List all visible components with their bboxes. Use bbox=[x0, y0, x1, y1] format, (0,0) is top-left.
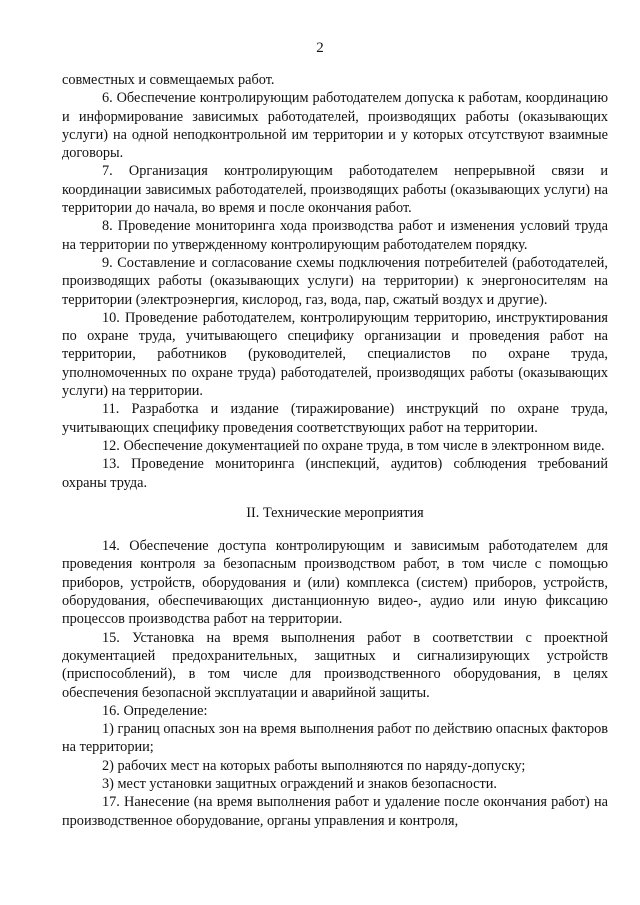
paragraph-continuation: совместных и совмещаемых работ. bbox=[62, 72, 275, 88]
paragraph-item-12: 12. Обеспечение документацией по охране труда, в том числе в электронном виде. bbox=[102, 437, 605, 454]
paragraph-item-10: 10. Проведение работодателем, контролирующим территорию, инструктирования по охране труда, учитывающего специфику организации и проведения работ на территории, работников (руководителей, специалистов по охране труда, уполномоченных по охране труда) работодателей, производящих работы (оказывающих услуги) на территории. bbox=[62, 309, 608, 400]
paragraph-item-17: 17. Нанесение (на время выполнения работ и удаление после окончания работ) на производственное оборудование, органы управления и контроля, bbox=[62, 794, 608, 829]
subitem-2: 2) рабочих мест на которых работы выполняются по наряду-допуску; bbox=[102, 757, 526, 774]
paragraph-item-14: 14. Обеспечение доступа контролирующим и зависимым работодателем для проведения контроля за безопасным производством работ, в том числе с помощью приборов, устройств, оборудования и (или) комплекса (систем) приборов, устройств, оборудования, обеспечивающих дистанционную видео-, аудио или иную фиксацию процессов производства работ на территории. bbox=[62, 538, 608, 628]
page-number: 2 bbox=[316, 40, 324, 56]
paragraph-item-7: 7. Организация контролирующим работодателем непрерывной связи и координации зависимых работодателей, производящих работы (оказывающих услуги) на территории до начала, во время и после окончания работ. bbox=[62, 163, 608, 217]
document-body bbox=[62, 71, 608, 830]
paragraph-item-8: 8. Проведение мониторинга хода производства работ и изменения условий труда на территории по утвержденному контролирующим работодателем порядку. bbox=[62, 218, 608, 253]
paragraph-item-16: 16. Определение: bbox=[102, 702, 208, 719]
paragraph-item-6: 6. Обеспечение контролирующим работодателем допуска к работам, координацию и информирование зависимых работодателей, производящих работы (оказывающих услуги) на одной неподконтрольной им территории и у которых отсутствуют взаимные договоры. bbox=[62, 90, 608, 162]
subitem-3: 3) мест установки защитных ограждений и знаков безопасности. bbox=[102, 775, 497, 792]
paragraph-item-9: 9. Составление и согласование схемы подключения потребителей (работодателей, производящих работы (оказывающих услуги) на территории) к энергоносителям на территории (электроэнергия, кислород, газ, вода, пар, сжатый воздух и другие). bbox=[62, 254, 608, 308]
subitem-1: 1) границ опасных зон на время выполнения работ по действию опасных факторов на территории; bbox=[62, 721, 608, 756]
paragraph-item-13: 13. Проведение мониторинга (инспекций, аудитов) соблюдения требований охраны труда. bbox=[62, 456, 608, 491]
paragraph-item-11: 11. Разработка и издание (тиражирование) инструкций по охране труда, учитывающих специфику проведения соответствующих работ на территории. bbox=[62, 401, 608, 436]
section-heading: II. Технические мероприятия bbox=[246, 504, 424, 521]
paragraph-item-15: 15. Установка на время выполнения работ в соответствии с проектной документацией предохранительных, защитных и сигнализирующих устройств (приспособлений), в том числе для производственного оборудования, в целях обеспечения безопасной эксплуатации и аварийной защиты. bbox=[62, 629, 608, 701]
